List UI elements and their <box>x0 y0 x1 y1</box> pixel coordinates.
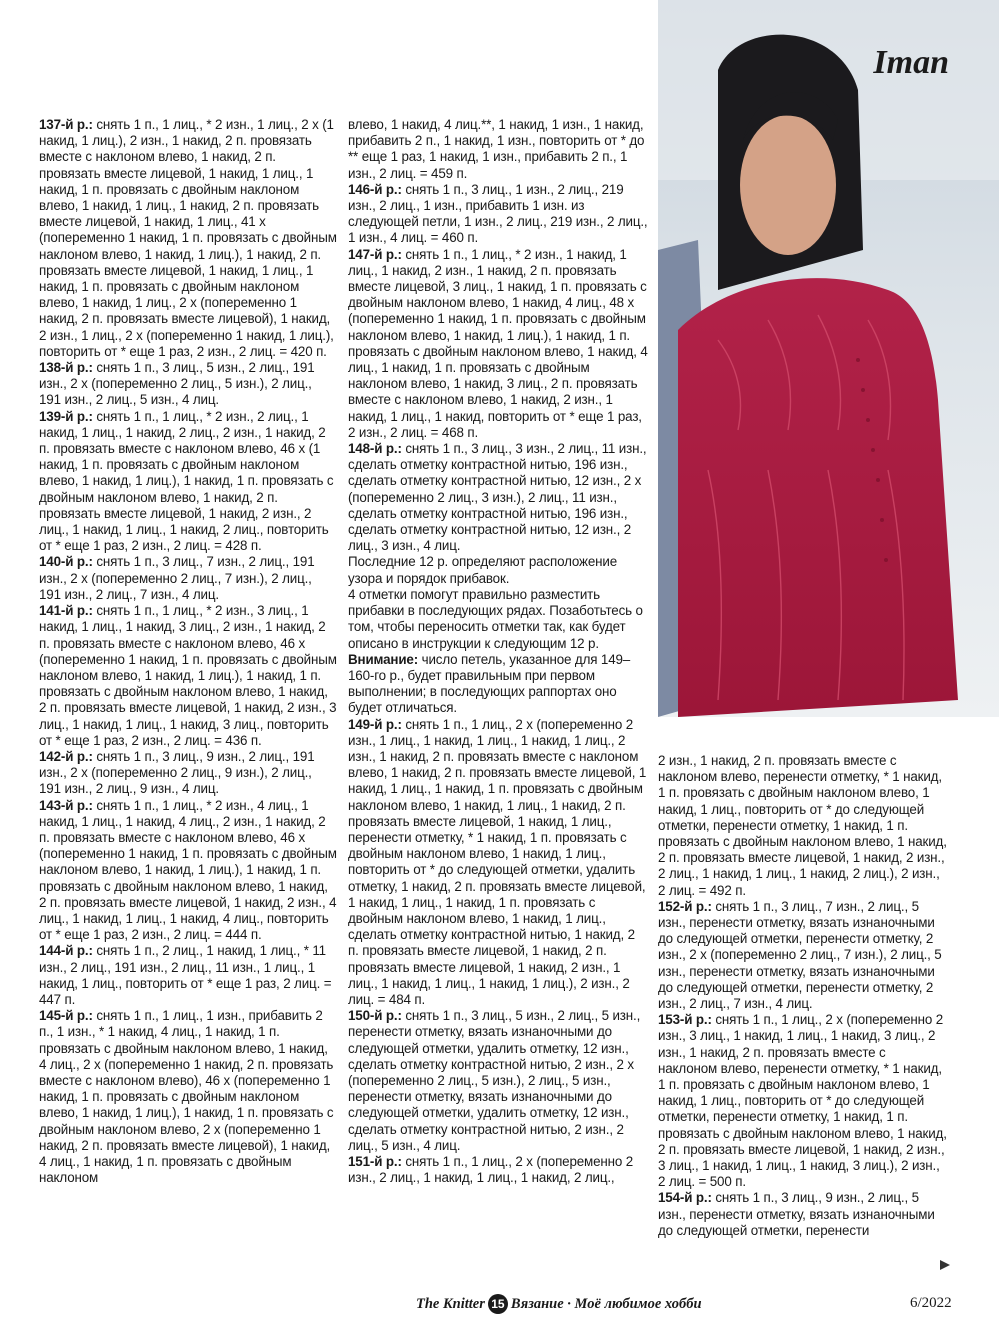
instruction-paragraph <box>348 1008 648 1154</box>
instruction-text: Последние 12 р. определяют расположение узора и порядок прибавок. <box>348 554 618 586</box>
instruction-paragraph <box>39 409 337 555</box>
row-label: 139-й р.: <box>39 408 93 424</box>
row-label: 138-й р.: <box>39 360 93 376</box>
instruction-paragraph <box>658 753 948 899</box>
instruction-text: снять 1 п., 1 лиц., 2 х (попеременно 2 изн., 1 лиц., 1 накид, 1 лиц., 1 накид, 1 лиц., 2 изн., 1 накид, 2 п. провязать вместе с наклоном влево, 1 накид, 2 п. провязать вместе лицевой, 1 накид, 1 лиц., 1 накид, 1 п. провязать с двойным наклоном влево, 1 накид, 1 лиц., 1 накид, 2 п. провязать вместе лицевой, 1 накид, 1 лиц., перенести отметку, * 1 накид, 1 п. провязать с двойным наклоном влево, 1 накид, 1 лиц., повторить от * до следующей отметки, удалить отметку, 1 накид, 2 п. провязать вместе лицевой, 1 накид, 1 лиц., 1 накид, 1 п. провязать с двойным наклоном влево, 1 накид, 1 лиц., сделать отметку контрастной нитью, 1 накид, 2 п. провязать вместе лицевой, 1 накид, 2 п. провязать вместе лицевой, 1 накид, 2 изн., 1 лиц., 1 накид, 1 лиц., 1 накид, 1 лиц.), 2 изн., 2 лиц. = 484 п. <box>348 716 647 1007</box>
row-label: 142-й р.: <box>39 748 93 764</box>
row-label: 141-й р.: <box>39 603 93 619</box>
instruction-text: снять 1 п., 1 лиц., * 2 изн., 4 лиц., 1 накид, 1 лиц., 1 накид, 4 лиц., 2 изн., 1 накид, 2 п. провязать вместе с наклоном влево, 46 х (попеременно 1 накид, 1 п. провязать с двойным наклоном влево, 1 накид, 1 лиц.), 1 накид, 1 п. провязать с двойным наклоном влево, 1 накид, 2 п. провязать вместе лицевой, 1 накид, 2 изн., 4 лиц., 1 накид, 1 лиц., 1 накид, 4 лиц., повторить от * еще 1 раз, 2 изн., 2 лиц. = 444 п. <box>39 797 337 943</box>
row-label: Внимание: <box>348 651 419 667</box>
model-photo <box>658 0 999 717</box>
instruction-paragraph <box>39 798 337 944</box>
magazine-tagline: Вязание · Моё любимое хобби <box>510 1295 702 1312</box>
row-label: 147-й р.: <box>348 246 402 262</box>
instruction-paragraph <box>39 1008 337 1186</box>
instruction-text: снять 1 п., 1 лиц., 1 изн., прибавить 2 п., 1 изн., * 1 накид, 4 лиц., 1 накид, 1 п. провязать с двойным наклоном влево, 1 накид, 4 лиц., 2 х (попеременно 1 накид, 2 п. провязать вместе с наклоном влево), 46 х (попеременно 1 накид, 1 п. провязать с двойным наклоном влево, 1 накид, 1 лиц.), 1 накид, 1 п. провязать с двойным наклоном влево, 2 х (попеременно 1 накид, 2 п. провязать вместе лицевой), 1 накид, 4 лиц., 1 накид, 1 п. провязать с двойным наклоном <box>39 1008 334 1186</box>
text-column-3 <box>658 753 948 1239</box>
text-column-1 <box>39 117 337 1186</box>
row-label: 146-й р.: <box>348 181 402 197</box>
instruction-text: снять 1 п., 1 лиц., 2 х (попеременно 2 изн., 3 лиц., 1 накид, 1 лиц., 1 накид, 3 лиц., 2 изн., 1 накид, 2 п. провязать вместе с наклоном влево, перенести отметку, * 1 накид, 1 п. провязать с двойным наклоном влево, 1 накид, 1 лиц., повторить от * до следующей отметки, перенести отметку, 1 накид, 1 п. провязать с двойным наклоном влево, 1 накид, 2 п. провязать вместе лицевой, 1 накид, 2 изн., 3 лиц., 1 накид, 1 лиц., 1 накид, 3 лиц.), 2 изн., 2 лиц. = 500 п. <box>658 1012 947 1190</box>
instruction-paragraph <box>39 749 337 798</box>
instruction-paragraph <box>348 182 648 247</box>
model-name: Iman <box>873 44 949 81</box>
page-number: 15 <box>488 1294 508 1314</box>
instruction-paragraph <box>348 652 648 717</box>
instruction-text: снять 1 п., 3 лиц., 7 изн., 2 лиц., 191 изн., 2 х (попеременно 2 лиц., 7 изн.), 2 лиц., 191 изн., 2 лиц., 7 изн., 4 лиц. <box>39 554 315 602</box>
issue-number: 6/2022 <box>910 1295 952 1311</box>
instruction-paragraph <box>39 554 337 603</box>
instruction-paragraph <box>348 247 648 441</box>
instruction-paragraph <box>39 603 337 749</box>
instruction-text: 4 отметки помогут правильно разместить прибавки в последующих рядах. Позаботьтесь о том, чтобы переносить отметки так, как будет описано в инструкции к следующим 12 р. <box>348 586 643 651</box>
instruction-text: снять 1 п., 3 лиц., 5 изн., 2 лиц., 5 изн., перенести отметку, вязать изнаночными до следующей отметки, удалить отметку, 12 изн., сделать отметку контрастной нитью, 2 изн., 2 х (попеременно 2 лиц., 5 изн.), 2 лиц., 5 изн., перенести отметку, вязать изнаночными до следующей отметки, удалить отметку, 12 изн., сделать отметку контрастной нитью, 2 изн., 2 лиц., 5 изн., 4 лиц. <box>348 1008 641 1153</box>
row-label: 144-й р.: <box>39 943 93 959</box>
instruction-text: снять 1 п., 3 лиц., 3 изн., 2 лиц., 11 изн., сделать отметку контрастной нитью, 196 изн., сделать отметку контрастной нитью, 12 изн., 2 х (попеременно 2 лиц., 3 изн.), 2 лиц., 11 изн., сделать отметку контрастной нитью, 196 изн., сделать отметку контрастной нитью, 12 изн., 2 лиц., 3 изн., 4 лиц. <box>348 441 647 554</box>
instruction-text: снять 1 п., 3 лиц., 9 изн., 2 лиц., 5 изн., перенести отметку, вязать изнаночными до следующей отметки, перенести <box>658 1190 935 1238</box>
instruction-text: число петель, указанное для 149–160-го р., будет правильным при первом выполнении; в последующих раппортах оно будет отличаться. <box>348 651 631 716</box>
text-column-2 <box>348 117 648 1186</box>
instruction-paragraph <box>39 117 337 360</box>
instruction-paragraph <box>348 554 648 586</box>
row-label: 140-й р.: <box>39 554 93 570</box>
row-label: 149-й р.: <box>348 716 402 732</box>
row-label: 137-й р.: <box>39 117 93 132</box>
instruction-paragraph <box>348 1154 648 1186</box>
instruction-paragraph <box>39 943 337 1008</box>
row-label: 148-й р.: <box>348 441 402 457</box>
row-label: 154-й р.: <box>658 1190 712 1206</box>
instruction-text: влево, 1 накид, 4 лиц.**, 1 накид, 1 изн., 1 накид, прибавить 2 п., 1 накид, 1 изн., повторить от * до ** еще 1 раз, 1 накид, 1 изн., прибавить 2 п., 1 изн., 2 лиц. = 459 п. <box>348 117 645 181</box>
row-label: 152-й р.: <box>658 898 712 914</box>
instruction-text: снять 1 п., 1 лиц., 2 х (попеременно 2 изн., 2 лиц., 1 накид, 1 лиц., 1 накид, 2 лиц., <box>348 1154 634 1186</box>
row-label: 143-й р.: <box>39 797 93 813</box>
instruction-text: снять 1 п., 2 лиц., 1 накид, 1 лиц., * 11 изн., 2 лиц., 191 изн., 2 лиц., 11 изн., 1 лиц., 1 накид, 1 лиц., повторить от * еще 1 раз, 2 лиц. = 447 п. <box>39 943 332 1007</box>
instruction-paragraph <box>658 899 948 1012</box>
instruction-paragraph <box>348 117 648 182</box>
instruction-text: снять 1 п., 1 лиц., * 2 изн., 2 лиц., 1 накид, 1 лиц., 1 накид, 2 лиц., 2 изн., 1 накид, 2 п. провязать вместе с наклоном влево, 46 х (1 накид, 1 п. провязать с двойным наклоном влево, 1 накид, 1 лиц.), 1 накид, 1 п. провязать с двойным наклоном влево, 1 накид, 2 п. провязать вместе лицевой, 1 накид, 2 изн., 2 лиц., 1 накид, 1 лиц., 1 накид, 2 лиц., повторить от * еще 1 раз, 2 изн., 2 лиц. = 428 п. <box>39 408 334 554</box>
instruction-paragraph <box>39 360 337 409</box>
magazine-name: The Knitter <box>416 1295 485 1312</box>
continue-arrow-icon <box>940 1260 950 1270</box>
instruction-text: снять 1 п., 1 лиц., * 2 изн., 1 лиц., 2 х (1 накид, 1 лиц.), 2 изн., 1 накид, 2 п. провязать вместе с наклоном влево, 1 накид, 2 п. провязать вместе лицевой, 1 накид, 1 лиц., 1 накид, 1 п. провязать с двойным наклоном влево, 1 накид, 1 лиц., 1 накид, 2 п. провязать вместе лицевой, 1 накид, 1 лиц., 41 х (попеременно 1 накид, 1 п. провязать с двойным наклоном влево, 1 накид, 1 лиц.), 1 накид, 2 п. провязать вместе лицевой, 1 накид, 1 лиц., 1 накид, 1 п. провязать с двойным наклоном влево, 1 накид, 1 лиц., 2 х (попеременно 1 накид, 2 п. провязать вместе лицевой), 1 накид, 2 изн., 1 лиц., 2 х (попеременно 1 накид, 1 лиц.), повторить от * еще 1 раз, 2 изн., 2 лиц. = 420 п. <box>39 117 337 359</box>
instruction-paragraph <box>348 441 648 554</box>
row-label: 151-й р.: <box>348 1154 402 1169</box>
instruction-paragraph <box>658 1190 948 1239</box>
row-label: 145-й р.: <box>39 1008 93 1024</box>
instruction-paragraph <box>658 1012 948 1190</box>
instruction-text: снять 1 п., 1 лиц., * 2 изн., 3 лиц., 1 накид, 1 лиц., 1 накид, 3 лиц., 2 изн., 1 накид, 2 п. провязать вместе с наклоном влево, 46 х (попеременно 1 накид, 1 п. провязать с двойным наклоном влево, 1 накид, 1 лиц.), 1 накид, 1 п. провязать с двойным наклоном влево, 1 накид, 2 п. провязать вместе лицевой, 1 накид, 2 изн., 3 лиц., 1 накид, 1 лиц., 1 накид, 3 лиц., повторить от * еще 1 раз, 2 изн., 2 лиц. = 436 п. <box>39 603 337 748</box>
instruction-text: снять 1 п., 3 лиц., 1 изн., 2 лиц., 219 изн., 2 лиц., 1 изн., прибавить 1 изн. из следующей петли, 1 изн., 2 лиц., 219 изн., 2 лиц., 1 изн., 4 лиц. = 460 п. <box>348 181 648 246</box>
instruction-text: снять 1 п., 1 лиц., * 2 изн., 1 накид, 1 лиц., 1 накид, 2 изн., 1 накид, 2 п. провязать вместе лицевой, 3 лиц., 1 накид, 1 п. провязать с двойным наклоном влево, 1 накид, 4 лиц., 48 х (попеременно 1 накид, 1 п. провязать с двойным наклоном влево, 1 накид, 1 лиц.), 1 накид, 1 п. провязать с двойным наклоном влево, 1 накид, 4 лиц., 1 накид, 1 п. провязать с двойным наклоном влево, 1 накид, 3 лиц., 2 п. провязать вместе с наклоном влево, 1 накид, 2 изн., 1 накид, 1 лиц., 1 накид, повторить от * еще 1 раз, 2 изн., 2 лиц. = 468 п. <box>348 246 648 440</box>
instruction-text: снять 1 п., 3 лиц., 7 изн., 2 лиц., 5 изн., перенести отметку, вязать изнаночными до следующей отметки, перенести отметку, 2 изн., 2 х (попеременно 2 лиц., 7 изн.), 2 лиц., 5 изн., перенести отметку, вязать изнаночными до следующей отметки, перенести отметку, 2 изн., 2 лиц., 7 изн., 4 лиц. <box>658 898 942 1012</box>
page-footer <box>416 1294 702 1314</box>
instruction-paragraph <box>348 587 648 652</box>
photo-illustration <box>658 0 999 717</box>
instruction-paragraph <box>348 717 648 1009</box>
instruction-text: 2 изн., 1 накид, 2 п. провязать вместе с наклоном влево, перенести отметку, * 1 накид, 1 п. провязать с двойным наклоном влево, 1 накид, 1 лиц., повторить от * до следующей отметки, перенести отметку, 1 накид, 1 п. провязать с двойным наклоном влево, 1 накид, 2 п. провязать вместе лицевой, 1 накид, 2 изн., 2 лиц., 1 накид, 1 лиц., 1 накид, 2 лиц.), 2 изн., 2 лиц. = 492 п. <box>658 753 947 898</box>
instruction-text: снять 1 п., 3 лиц., 9 изн., 2 лиц., 191 изн., 2 х (попеременно 2 лиц., 9 изн.), 2 лиц., 191 изн., 2 лиц., 9 изн., 4 лиц. <box>39 748 315 797</box>
instruction-text: снять 1 п., 3 лиц., 5 изн., 2 лиц., 191 изн., 2 х (попеременно 2 лиц., 5 изн.), 2 лиц., 191 изн., 2 лиц., 5 изн., 4 лиц. <box>39 360 315 408</box>
row-label: 150-й р.: <box>348 1008 402 1024</box>
row-label: 153-й р.: <box>658 1012 712 1028</box>
